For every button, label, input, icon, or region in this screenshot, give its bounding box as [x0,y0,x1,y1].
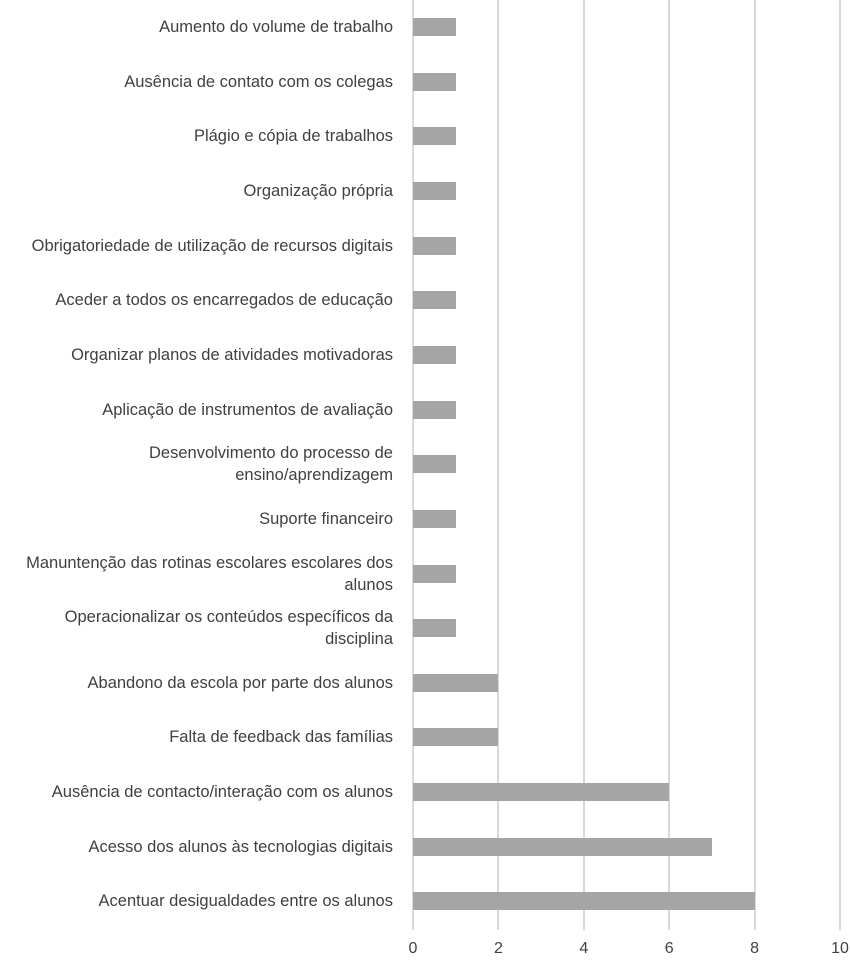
x-tick-label: 8 [750,940,760,957]
x-tick-label: 6 [664,940,674,957]
category-label: Manuntenção das rotinas escolares escolares dos alunos [26,553,393,594]
category-label: Acentuar desigualdades entre os alunos [98,892,393,911]
category-label: Ausência de contacto/interação com os alunos [51,783,393,802]
bar [413,401,456,419]
category-label: Suporte financeiro [259,509,393,528]
category-label: Desenvolvimento do processo de ensino/aprendizagem [149,444,393,485]
category-label: Acesso dos alunos às tecnologias digitais [88,837,393,856]
bar [413,619,456,637]
category-label: Organização própria [243,181,393,200]
bar [413,18,456,36]
gridline [839,0,841,930]
category-label: Abandono da escola por parte dos alunos [87,673,393,692]
bar [413,510,456,528]
category-label: Falta de feedback das famílias [169,728,393,747]
category-label: Ausência de contato com os colegas [124,72,393,91]
bar [413,783,669,801]
bar [413,237,456,255]
bar [413,565,456,583]
gridline [754,0,756,930]
category-label: Organizar planos de atividades motivadoras [71,345,393,364]
bar [413,73,456,91]
bar [413,892,755,910]
category-label: Aceder a todos os encarregados de educação [55,291,393,310]
bar [413,346,456,364]
category-label: Plágio e cópia de trabalhos [193,127,393,146]
bar [413,674,498,692]
bar [413,728,498,746]
x-tick-label: 0 [408,940,418,957]
x-tick-label: 10 [831,940,849,957]
category-label: Operacionalizar os conteúdos específicos da disciplina [64,608,393,649]
bar [413,291,456,309]
category-label: Aplicação de instrumentos de avaliação [102,400,393,419]
bar [413,182,456,200]
bar [413,838,712,856]
x-tick-label: 2 [493,940,503,957]
x-tick-label: 4 [579,940,589,957]
bar [413,455,456,473]
category-label: Aumento do volume de trabalho [159,18,393,36]
category-label: Obrigatoriedade de utilização de recursos digitais [31,236,393,255]
bar [413,127,456,145]
